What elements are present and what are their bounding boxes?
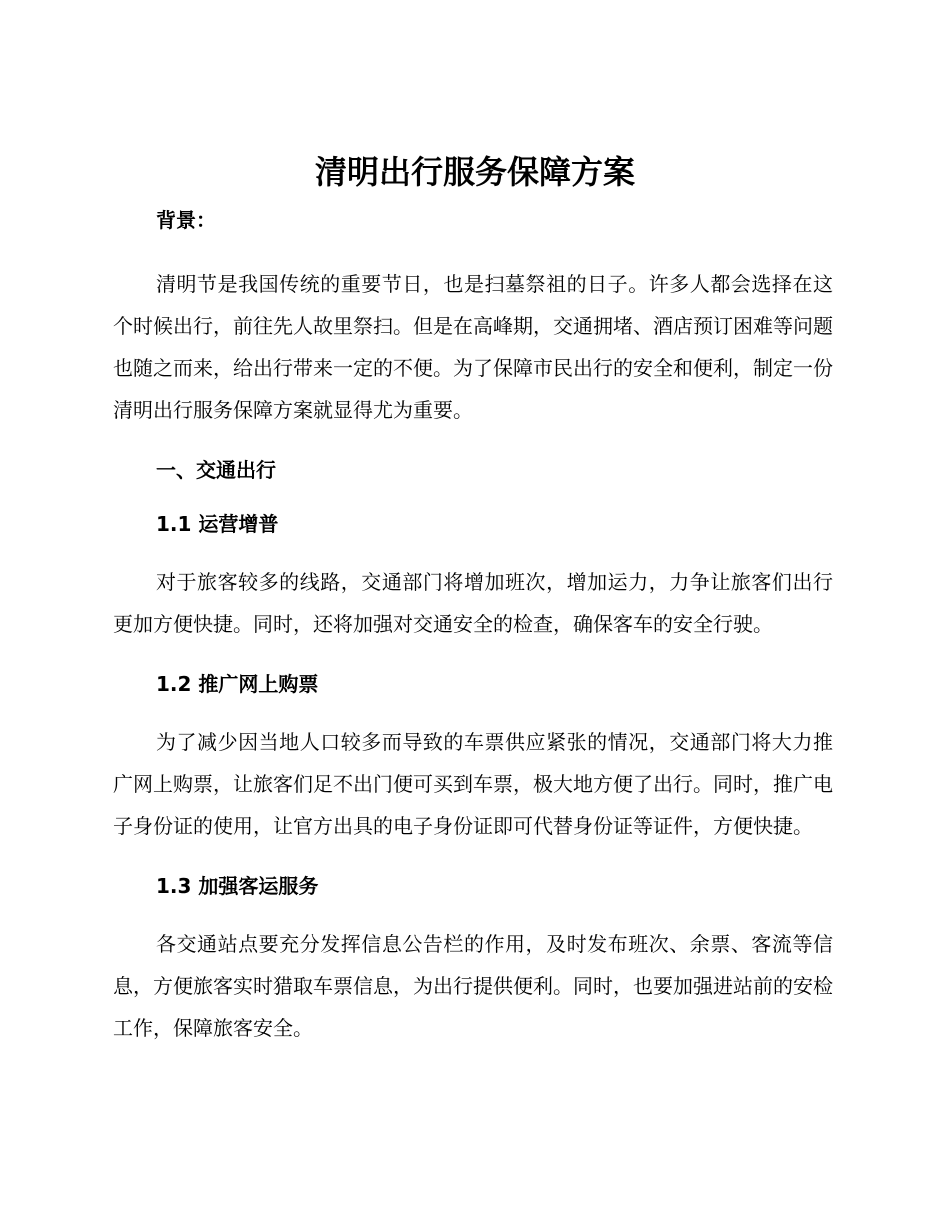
subsection-1-3-heading: 1.3 加强客运服务 [156,874,319,898]
section-1-heading: 一、交通出行 [156,458,276,482]
subsection-1-3-paragraph: 各交通站点要充分发挥信息公告栏的作用，及时发布班次、余票、客流等信息，方便旅客实时猎取车票信息，为出行提供便利。同时，也要加强进站前的安检工作，保障旅客安全。 [113,932,833,1040]
subsection-1-2-paragraph: 为了减少因当地人口较多而导致的车票供应紧张的情况，交通部门将大力推广网上购票，让旅客们足不出门便可买到车票，极大地方便了出行。同时，推广电子身份证的使用，让官方出具的电子身份证即可代替身份证等证件，方便快捷。 [113,730,833,838]
subsection-1-2-heading: 1.2 推广网上购票 [156,672,319,696]
document-body [113,205,833,1049]
subsection-1-1-paragraph: 对于旅客较多的线路，交通部门将增加班次，增加运力，力争让旅客们出行更加方便快捷。同时，还将加强对交通安全的检查，确保客车的安全行驶。 [113,570,833,636]
subsection-1-1-heading: 1.1 运营增普 [156,512,279,536]
background-heading: 背景： [156,208,216,232]
document-title: 清明出行服务保障方案 [314,153,635,191]
background-paragraph: 清明节是我国传统的重要节日，也是扫墓祭祖的日子。许多人都会选择在这个时候出行，前往先人故里祭扫。但是在高峰期，交通拥堵、酒店预订困难等问题也随之而来，给出行带来一定的不便。为了保障市民出行的安全和便利，制定一份清明出行服务保障方案就显得尤为重要。 [113,272,833,422]
